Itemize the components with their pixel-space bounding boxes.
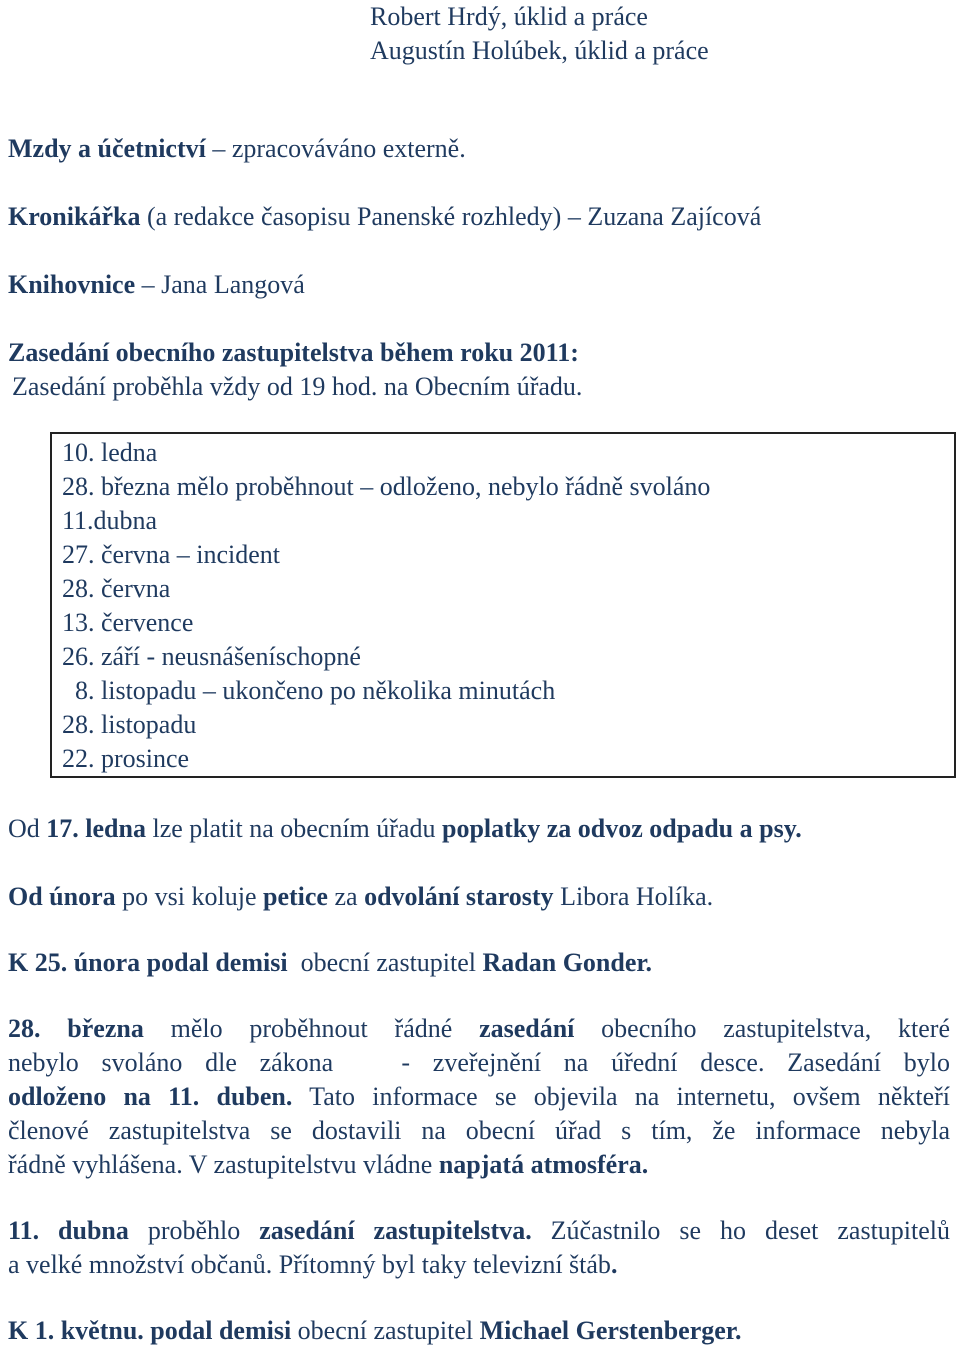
- knihovnice-text: – Jana Langová: [135, 270, 305, 299]
- meeting-item: 26. září - neusnášeníschopné: [62, 642, 361, 671]
- mzdy-line: [8, 132, 466, 166]
- paragraph-duben-line-1: [8, 1214, 950, 1248]
- paragraph-brezen-line-1: [8, 1012, 950, 1046]
- mzdy-text: – zpracováváno externě.: [205, 134, 466, 163]
- paragraph-brezen-line-5: [8, 1148, 950, 1182]
- p2-bold: odvolání starosty: [364, 882, 554, 911]
- paragraph-petice: [8, 880, 713, 914]
- p6-text: obecní zastupitel: [291, 1316, 480, 1345]
- paragraph-poplatky: [8, 812, 802, 846]
- meeting-item: 22. prosince: [62, 744, 190, 773]
- p5-bold: .: [610, 1250, 618, 1279]
- meeting-item: 28. června: [62, 574, 171, 603]
- paragraph-brezen-line-4: členové zastupitelstva se dostavili na obecní úřad s tím, že informace nebyla: [8, 1116, 950, 1145]
- meeting-item: 8. listopadu – ukončeno po několika minutách: [75, 676, 556, 705]
- kronikarka-text: (a redakce časopisu Panenské rozhledy) – Zuzana Zajícová: [140, 202, 762, 231]
- meeting-item: 11.dubna: [62, 506, 158, 535]
- p3-text: obecní zastupitel: [287, 948, 483, 977]
- p2-text: Libora Holíka.: [553, 882, 714, 911]
- p4-text: Tato informace se objevila na internetu, ovšem někteří: [292, 1082, 950, 1111]
- meeting-item: 10. ledna: [62, 438, 158, 467]
- meeting-item: 13. července: [62, 608, 194, 637]
- meeting-item: 27. června – incident: [62, 540, 281, 569]
- staff-line-2: Augustín Holúbek, úklid a práce: [370, 36, 709, 65]
- p2-bold: Od února: [8, 882, 116, 911]
- zasedani-note: Zasedání proběhla vždy od 19 hod. na Obecním úřadu.: [12, 372, 583, 401]
- kronikarka-label: Kronikářka: [8, 202, 141, 231]
- meeting-item: 28. března mělo proběhnout – odloženo, nebylo řádně svoláno: [62, 472, 711, 501]
- p4-text: obecního zastupitelstva, které: [574, 1014, 951, 1043]
- p3-bold: Radan Gonder.: [482, 948, 653, 977]
- staff-line-1: Robert Hrdý, úklid a práce: [370, 2, 648, 31]
- zasedani-heading: Zasedání obecního zastupitelstva během roku 2011:: [8, 338, 579, 367]
- paragraph-brezen-line-3: [8, 1080, 950, 1114]
- knihovnice-line: [8, 268, 305, 302]
- meetings-box: [50, 432, 956, 778]
- meeting-item: 28. listopadu: [62, 710, 197, 739]
- knihovnice-label: Knihovnice: [8, 270, 136, 299]
- paragraph-brezen-line-2: nebylo svoláno dle zákona - zveřejnění na úřední desce. Zasedání bylo: [8, 1048, 950, 1077]
- p1-text: lze platit na obecním úřadu: [145, 814, 442, 843]
- p1-bold: 17. ledna: [46, 814, 146, 843]
- p3-bold: K 25. února podal demisi: [8, 948, 288, 977]
- p5-bold: 11. dubna: [8, 1216, 129, 1245]
- p1-bold: poplatky za odvoz odpadu a psy.: [441, 814, 802, 843]
- p4-bold: března: [67, 1014, 144, 1043]
- p4-text: mělo proběhnout řádné: [143, 1014, 480, 1043]
- p4-bold: napjatá atmosféra.: [438, 1150, 649, 1179]
- p4-text: řádně vyhlášena. V zastupitelstvu vládne: [8, 1150, 439, 1179]
- mzdy-label: Mzdy a účetnictví: [8, 134, 206, 163]
- p5-text: proběhlo: [128, 1216, 260, 1245]
- p4-bold: 28.: [8, 1014, 68, 1043]
- paragraph-duben-line-2: [8, 1248, 950, 1282]
- p1-text: Od: [8, 814, 47, 843]
- p4-bold: zasedání: [479, 1014, 575, 1043]
- p2-text: po vsi koluje: [115, 882, 263, 911]
- p2-text: za: [327, 882, 365, 911]
- p2-bold: petice: [263, 882, 328, 911]
- paragraph-demise-gonder: [8, 946, 652, 980]
- paragraph-demise-gerstenberger: [8, 1314, 741, 1348]
- p6-bold: Michael Gerstenberger.: [479, 1316, 742, 1345]
- p5-text: Zúčastnilo se ho deset zastupitelů: [531, 1216, 951, 1245]
- p5-bold: zasedání zastupitelstva.: [259, 1216, 532, 1245]
- kronikarka-line: [8, 200, 761, 234]
- p5-text: a velké množství občanů. Přítomný byl taky televizní štáb: [8, 1250, 611, 1279]
- p6-bold: K 1. květnu. podal demisi: [8, 1316, 292, 1345]
- p4-bold: odloženo na 11. duben.: [8, 1082, 293, 1111]
